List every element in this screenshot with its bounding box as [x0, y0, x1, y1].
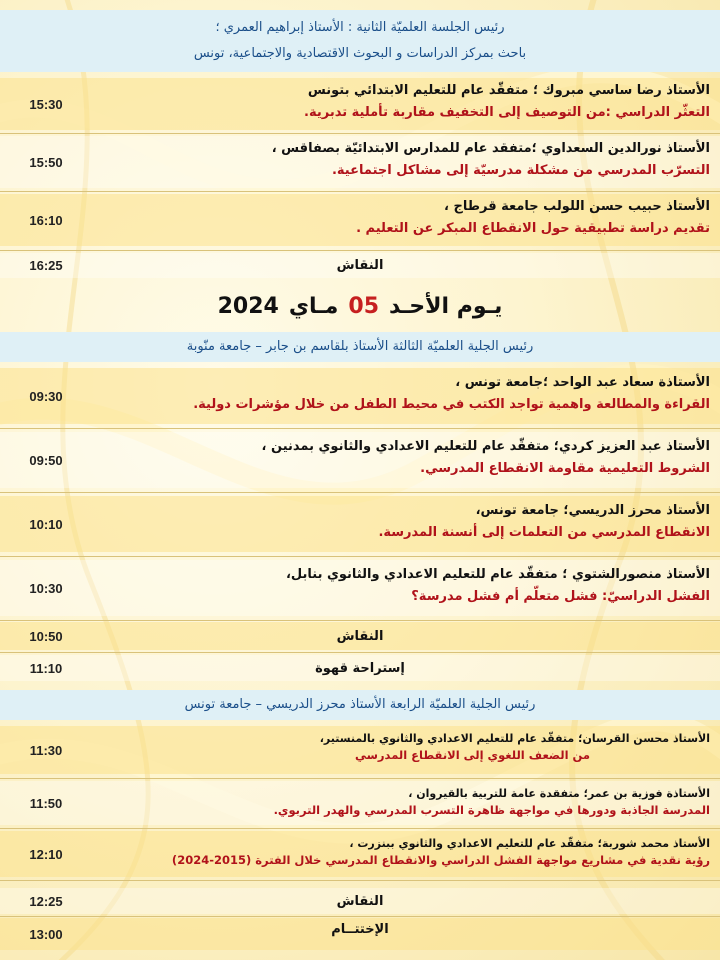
program-item: [0, 781, 720, 825]
item-topic: التعثّر الدراسي :من التوصيف إلى التخفيف مقاربة تأملية تدبرية.: [304, 105, 710, 120]
item-time: 10:30: [29, 580, 63, 596]
day-name: يـوم الأحـد: [389, 293, 503, 319]
item-topic: تقديم دراسة تطبيقية حول الانقطاع المبكر عن التعليم .: [356, 221, 710, 236]
break-row: [0, 655, 720, 681]
item-speaker: الأستاذ رضا ساسي مبروك ؛ متفقّد عام للتعليم الابتدائي بتونس: [307, 83, 710, 98]
item-details: [90, 432, 710, 488]
closing-row: [0, 918, 720, 950]
item-speaker: الأستاذ محرز الدريسي؛ جامعة تونس،: [475, 503, 710, 518]
item-topic: الانقطاع المدرسي من التعلمات إلى أنسنة المدرسة.: [378, 525, 710, 540]
item-speaker: الأستاذ حبيب حسن اللولب جامعة قرطاج ،: [444, 199, 710, 214]
day-year: 2024: [217, 293, 279, 319]
item-topic: رؤية نقدية في مشاريع مواجهة الفشل الدراسي والانقطاع المدرسي خلال الفترة (2015-2024): [171, 853, 710, 867]
item-time: 15:30: [29, 96, 63, 112]
item-time: 16:25: [29, 258, 63, 273]
item-details: [90, 726, 710, 774]
divider: [0, 428, 720, 429]
item-speaker: الأستاذ محسن القرسان؛ متفقّد عام للتعليم الاعدادي والثانوي بالمنستير،: [319, 732, 710, 745]
item-topic: الفشل الدراسيّ: فشل متعلّم أم فشل مدرسة؟: [411, 589, 710, 604]
divider: [0, 250, 720, 251]
program-item: [0, 432, 720, 488]
program-item: [0, 726, 720, 774]
program-item: [0, 194, 720, 246]
item-speaker: الأستاذة سعاد عبد الواحد ؛جامعة تونس ،: [455, 375, 710, 390]
item-topic: من الضعف اللغوي إلى الانقطاع المدرسي: [354, 748, 590, 762]
program-item: [0, 368, 720, 424]
session-2-header: [0, 10, 720, 72]
program-item: [0, 136, 720, 188]
divider: [0, 880, 720, 881]
program-item: [0, 831, 720, 877]
closing-label: الإختتــام: [331, 922, 389, 937]
item-time: 15:50: [29, 154, 63, 170]
program-item: [0, 560, 720, 616]
session-2-chair-role: باحث بمركز الدراسات و البحوث الاقتصادية والاجتماعية، تونس: [193, 46, 527, 61]
session-3-header: [0, 332, 720, 362]
program-item: [0, 78, 720, 130]
divider: [0, 620, 720, 621]
item-time: 09:50: [29, 452, 63, 468]
divider: [0, 778, 720, 779]
discussion-label: النقاش: [336, 258, 384, 273]
item-details: [90, 781, 710, 825]
item-details: [90, 368, 710, 424]
item-details: [90, 496, 710, 552]
item-speaker: الأستاذ عبد العزيز كردي؛ متفقّد عام للتعليم الاعدادي والثانوي بمدنين ،: [261, 439, 710, 454]
divider: [0, 492, 720, 493]
item-details: [90, 136, 710, 188]
break-label: إستراحة قهوة: [315, 660, 405, 676]
divider: [0, 133, 720, 134]
discussion-row: [0, 622, 720, 650]
discussion-label: النقاش: [336, 628, 384, 644]
item-time: 11:30: [29, 742, 63, 758]
item-topic: المدرسة الجاذبة ودورها في مواجهة ظاهرة التسرب المدرسي والهدر التربوي.: [273, 803, 710, 817]
divider: [0, 916, 720, 917]
item-time: 10:50: [29, 628, 63, 644]
session-4-chair: رئيس الجلية العلميّة الرابعة الأستاذ محرز الدريسي – جامعة تونس: [184, 697, 536, 712]
session-3-chair: رئيس الجلية العلميّة الثالثة الأستاذ بلقاسم بن جابر – جامعة منّوبة: [186, 339, 534, 354]
discussion-row: [0, 253, 720, 278]
item-details: [90, 831, 710, 877]
item-time: 09:30: [29, 388, 63, 404]
item-time: 12:10: [29, 846, 63, 862]
discussion-row: [0, 888, 720, 914]
item-topic: الشروط التعليمية مقاومة الانقطاع المدرسي.: [420, 461, 710, 476]
item-time: 16:10: [29, 212, 63, 228]
item-details: [90, 78, 710, 130]
item-speaker: الأستاذ محمد شوربة؛ متفقّد عام للتعليم الاعدادي والثانوي ببنزرت ،: [349, 837, 710, 850]
program-item: [0, 496, 720, 552]
item-details: [90, 560, 710, 616]
item-time: 11:50: [29, 795, 63, 811]
divider: [0, 556, 720, 557]
session-4-header: [0, 690, 720, 720]
day-number: 05: [348, 293, 380, 319]
item-time: 10:10: [29, 516, 63, 532]
item-speaker: الأستاذة فوزية بن عمر؛ متفقدة عامة للتربية بالقيروان ،: [408, 787, 710, 800]
day-month: مـاي: [288, 293, 339, 319]
discussion-label: النقاش: [336, 893, 384, 909]
item-speaker: الأستاذ نورالدين السعداوي ؛متفقد عام للمدارس الابتدائيّة بصفاقس ،: [271, 141, 710, 156]
item-time: 11:10: [29, 660, 63, 676]
day-heading: [0, 288, 720, 324]
item-time: 12:25: [29, 893, 63, 909]
session-2-info: [10, 10, 710, 72]
divider: [0, 652, 720, 653]
item-speaker: الأستاذ منصورالشتوي ؛ متفقّد عام للتعليم الاعدادي والثانوي بنابل،: [285, 567, 710, 582]
item-topic: التسرّب المدرسي من مشكلة مدرسيّة إلى مشاكل اجتماعية.: [331, 163, 710, 178]
session-2-chair: رئيس الجلسة العلميّة الثانية : الأستاذ إبراهيم العمري ؛: [215, 20, 505, 35]
item-topic: القراءة والمطالعة واهمية تواجد الكتب في محيط الطفل من خلال مؤشرات دولية.: [193, 397, 710, 412]
item-time: 13:00: [29, 926, 63, 942]
divider: [0, 191, 720, 192]
divider: [0, 828, 720, 829]
item-details: [90, 194, 710, 246]
